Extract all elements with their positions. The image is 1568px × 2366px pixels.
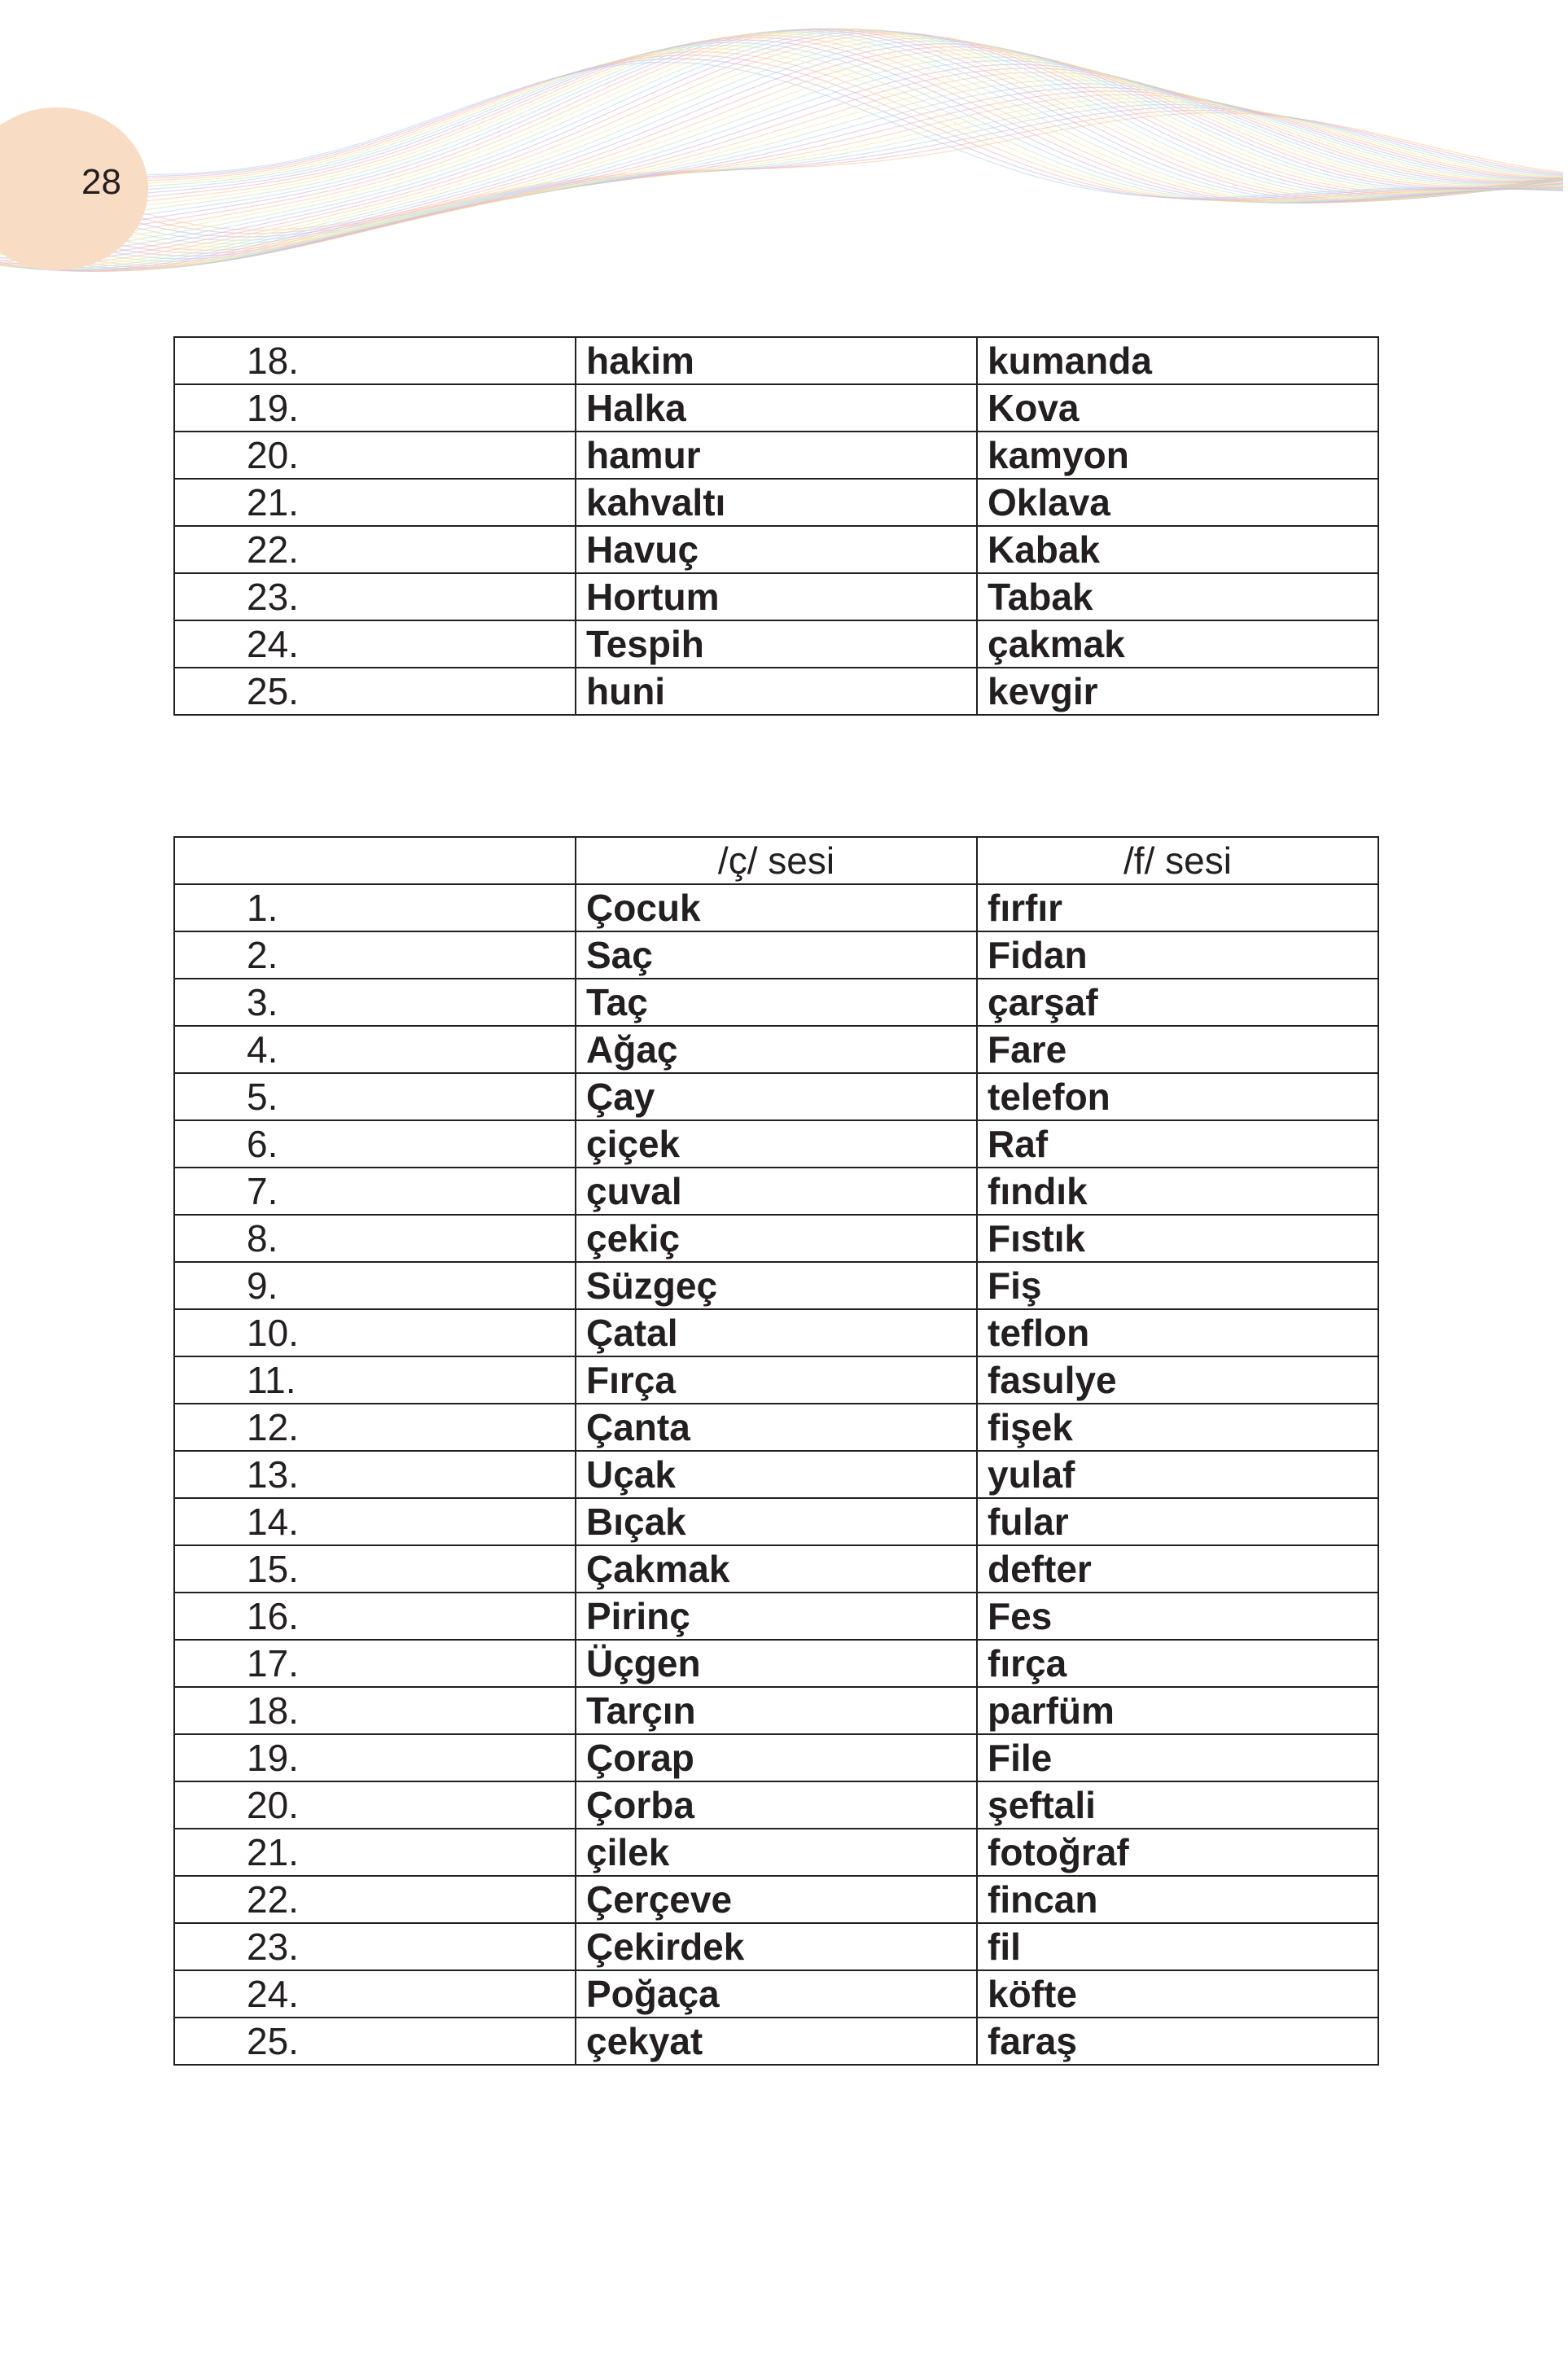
row-number: 18. <box>174 337 576 384</box>
row-number: 21. <box>174 1829 576 1876</box>
table-row <box>174 884 1378 931</box>
row-number: 24. <box>174 620 576 668</box>
row-number: 11. <box>174 1356 576 1404</box>
row-number: 15. <box>174 1545 576 1593</box>
row-number: 7. <box>174 1168 576 1215</box>
table-row <box>174 337 1378 384</box>
word-cell: çekiç <box>576 1215 977 1262</box>
row-number: 16. <box>174 1593 576 1640</box>
table-row <box>174 931 1378 979</box>
word-cell: Havuç <box>576 526 977 573</box>
table-row <box>174 1168 1378 1215</box>
row-number: 25. <box>174 2018 576 2065</box>
table-row <box>174 1829 1378 1876</box>
row-number: 19. <box>174 1734 576 1781</box>
table-row <box>174 1215 1378 1262</box>
table-row <box>174 526 1378 573</box>
word-cell: fincan <box>977 1876 1378 1923</box>
table-header-row <box>174 837 1378 884</box>
row-number: 4. <box>174 1026 576 1073</box>
word-cell: Bıçak <box>576 1498 977 1545</box>
wave-line <box>0 54 1563 272</box>
table-row <box>174 1262 1378 1309</box>
table-row <box>174 1309 1378 1356</box>
wave-line <box>0 63 1563 202</box>
word-cell: Üçgen <box>576 1640 977 1687</box>
table-row <box>174 1876 1378 1923</box>
row-number: 22. <box>174 1876 576 1923</box>
word-cell: Oklava <box>977 479 1378 526</box>
table-row <box>174 432 1378 479</box>
table-row <box>174 1404 1378 1451</box>
word-cell: fırfır <box>977 884 1378 931</box>
word-cell: kamyon <box>977 432 1378 479</box>
page-number: 28 <box>81 162 121 202</box>
row-number: 3. <box>174 979 576 1026</box>
word-cell: Çorap <box>576 1734 977 1781</box>
word-cell: teflon <box>977 1309 1378 1356</box>
word-cell: Halka <box>576 384 977 432</box>
word-cell: Çerçeve <box>576 1876 977 1923</box>
word-cell: Fes <box>977 1593 1378 1640</box>
row-number: 10. <box>174 1309 576 1356</box>
word-cell: fındık <box>977 1168 1378 1215</box>
table-row <box>174 1593 1378 1640</box>
table-row <box>174 1734 1378 1781</box>
word-cell: kumanda <box>977 337 1378 384</box>
word-cell: Çatal <box>576 1309 977 1356</box>
word-cell: Çocuk <box>576 884 977 931</box>
row-number: 23. <box>174 573 576 620</box>
row-number: 5. <box>174 1073 576 1120</box>
word-table-continued <box>173 336 1379 716</box>
table-row <box>174 620 1378 668</box>
word-cell: Poğaça <box>576 1970 977 2018</box>
word-cell: çakmak <box>977 620 1378 668</box>
word-cell: fırça <box>977 1640 1378 1687</box>
word-cell: yulaf <box>977 1451 1378 1498</box>
wave-line <box>0 33 1563 264</box>
table-row <box>174 384 1378 432</box>
row-number: 21. <box>174 479 576 526</box>
table-row <box>174 2018 1378 2065</box>
word-cell: parfüm <box>977 1687 1378 1734</box>
word-cell: fişek <box>977 1404 1378 1451</box>
word-cell: fotoğraf <box>977 1829 1378 1876</box>
word-cell: Tabak <box>977 573 1378 620</box>
table-row <box>174 573 1378 620</box>
word-table-c-f-sounds <box>173 836 1379 2066</box>
row-number: 18. <box>174 1687 576 1734</box>
word-cell: Fiş <box>977 1262 1378 1309</box>
word-cell: Fıstık <box>977 1215 1378 1262</box>
row-number: 14. <box>174 1498 576 1545</box>
header-c-sound: /ç/ sesi <box>576 837 977 884</box>
table-row <box>174 1498 1378 1545</box>
word-cell: Çorba <box>576 1781 977 1829</box>
word-cell: Çekirdek <box>576 1923 977 1970</box>
word-cell: Tarçın <box>576 1687 977 1734</box>
word-cell: çiçek <box>576 1120 977 1168</box>
word-cell: Ağaç <box>576 1026 977 1073</box>
table-row <box>174 1970 1378 2018</box>
header-f-sound: /f/ sesi <box>977 837 1378 884</box>
word-cell: Fırça <box>576 1356 977 1404</box>
table-row <box>174 1026 1378 1073</box>
row-number: 2. <box>174 931 576 979</box>
table-row <box>174 1120 1378 1168</box>
row-number: 23. <box>174 1923 576 1970</box>
table-row <box>174 1687 1378 1734</box>
word-cell: Fare <box>977 1026 1378 1073</box>
word-cell: Çakmak <box>576 1545 977 1593</box>
row-number: 13. <box>174 1451 576 1498</box>
table-row <box>174 1356 1378 1404</box>
table-row <box>174 1640 1378 1687</box>
word-cell: kahvaltı <box>576 479 977 526</box>
row-number: 22. <box>174 526 576 573</box>
row-number: 1. <box>174 884 576 931</box>
word-cell: fil <box>977 1923 1378 1970</box>
table-row <box>174 1073 1378 1120</box>
word-cell: Raf <box>977 1120 1378 1168</box>
table-row <box>174 1923 1378 1970</box>
word-cell: çekyat <box>576 2018 977 2065</box>
word-cell: huni <box>576 668 977 715</box>
word-cell: Uçak <box>576 1451 977 1498</box>
word-cell: şeftali <box>977 1781 1378 1829</box>
row-number: 20. <box>174 1781 576 1829</box>
row-number: 12. <box>174 1404 576 1451</box>
row-number: 8. <box>174 1215 576 1262</box>
word-cell: Pirinç <box>576 1593 977 1640</box>
word-cell: Çay <box>576 1073 977 1120</box>
table-row <box>174 668 1378 715</box>
row-number: 20. <box>174 432 576 479</box>
word-cell: fasulye <box>977 1356 1378 1404</box>
word-cell: hakim <box>576 337 977 384</box>
word-cell: çilek <box>576 1829 977 1876</box>
word-cell: Hortum <box>576 573 977 620</box>
word-cell: çuval <box>576 1168 977 1215</box>
word-cell: File <box>977 1734 1378 1781</box>
table-row <box>174 1451 1378 1498</box>
wave-line <box>0 57 1563 271</box>
row-number: 19. <box>174 384 576 432</box>
word-cell: defter <box>977 1545 1378 1593</box>
wave-line <box>0 29 1563 255</box>
decorative-wave-header <box>0 0 1568 342</box>
row-number: 25. <box>174 668 576 715</box>
row-number: 9. <box>174 1262 576 1309</box>
header-number-column <box>174 837 576 884</box>
word-cell: Kova <box>977 384 1378 432</box>
word-cell: faraş <box>977 2018 1378 2065</box>
table-row <box>174 479 1378 526</box>
word-cell: Süzgeç <box>576 1262 977 1309</box>
table-row <box>174 1545 1378 1593</box>
table-row <box>174 979 1378 1026</box>
word-cell: kevgir <box>977 668 1378 715</box>
row-number: 24. <box>174 1970 576 2018</box>
row-number: 17. <box>174 1640 576 1687</box>
word-cell: Taç <box>576 979 977 1026</box>
word-cell: fular <box>977 1498 1378 1545</box>
word-cell: Çanta <box>576 1404 977 1451</box>
row-number: 6. <box>174 1120 576 1168</box>
word-cell: çarşaf <box>977 979 1378 1026</box>
word-cell: Fidan <box>977 931 1378 979</box>
table-row <box>174 1781 1378 1829</box>
word-cell: Saç <box>576 931 977 979</box>
word-cell: köfte <box>977 1970 1378 2018</box>
word-cell: telefon <box>977 1073 1378 1120</box>
word-cell: Kabak <box>977 526 1378 573</box>
word-cell: hamur <box>576 432 977 479</box>
word-cell: Tespih <box>576 620 977 668</box>
